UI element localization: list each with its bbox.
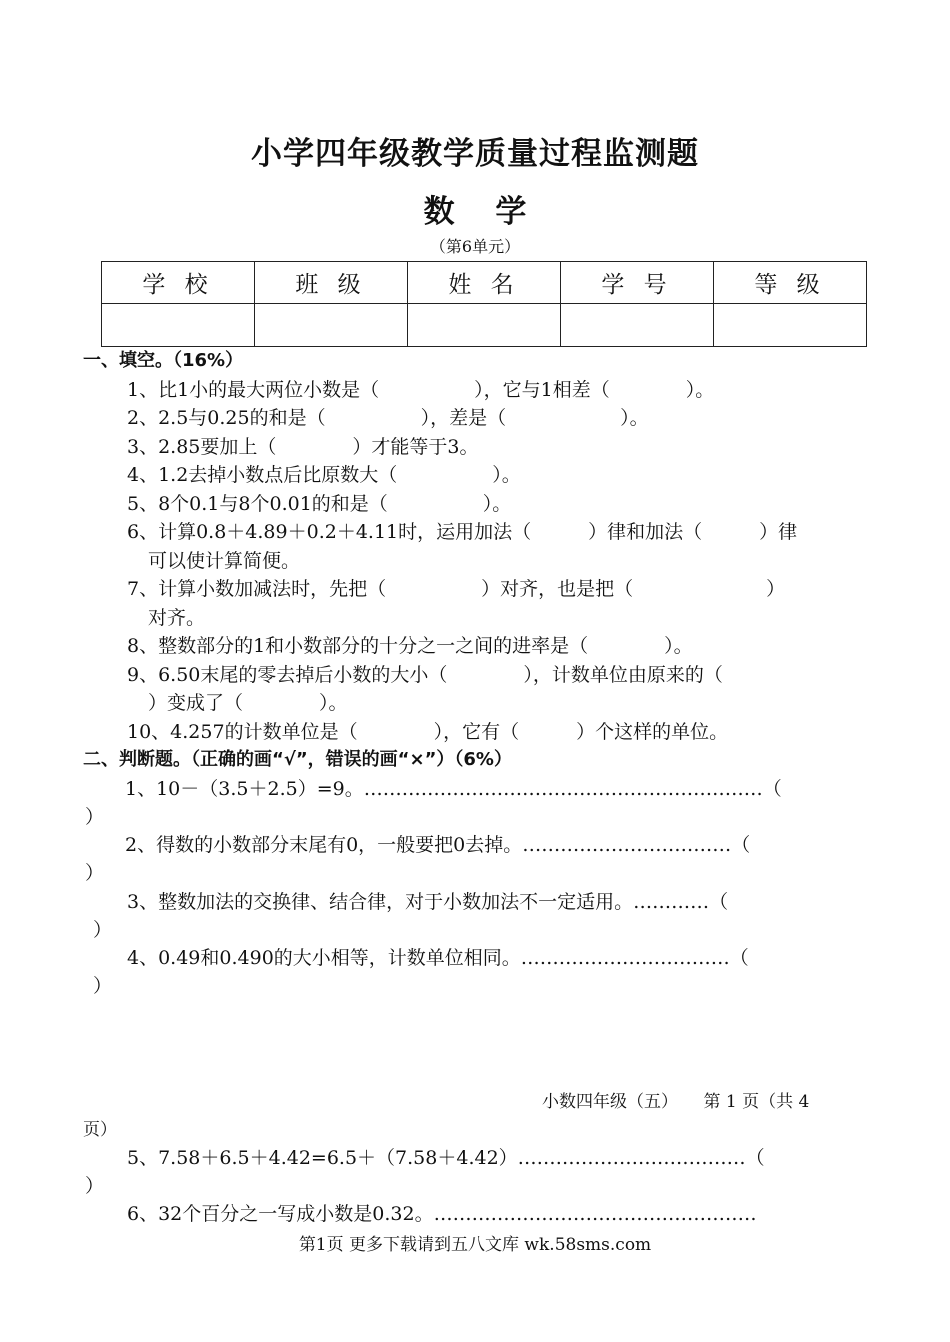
printed-page-footer-wrap: 页） xyxy=(83,1120,117,1140)
fill-question-6-cont: 可以使计算简便。 xyxy=(148,550,301,572)
section-judge-heading: 二、判断题。（正确的画“√”，错误的画“×”）（6%） xyxy=(83,749,512,770)
judge-answer-4[interactable]: ） xyxy=(93,975,113,997)
page-title: 小学四年级教学质量过程监测题 xyxy=(251,136,699,172)
fill-question-9: 9、6.50末尾的零去掉后小数的大小（ ），计数单位由原来的（ xyxy=(127,664,723,686)
printed-page-footer: 小数四年级（五） 第 1 页（共 4 xyxy=(542,1092,810,1112)
info-cell-school[interactable] xyxy=(102,304,255,347)
fill-question-1: 1、比1小的最大两位小数是（ ），它与1相差（ ）。 xyxy=(127,379,715,401)
info-cell-class[interactable] xyxy=(255,304,408,347)
subject-title: 数 学 xyxy=(423,194,527,230)
student-info-table xyxy=(101,261,867,347)
judge-question-3: 3、整数加法的交换律、结合律，对于小数加法不一定适用。…………（ xyxy=(127,891,729,913)
unit-label: （第6单元） xyxy=(429,237,521,256)
judge-question-2: 2、得数的小数部分末尾有0，一般要把0去掉。……………………………（ xyxy=(125,834,751,856)
judge-question-4: 4、0.49和0.490的大小相等，计数单位相同。……………………………（ xyxy=(127,947,749,969)
fill-question-6: 6、计算0.8＋4.89＋0.2＋4.11时，运用加法（ ）律和加法（ ）律 xyxy=(127,521,798,543)
judge-question-1: 1、10－（3.5＋2.5）=9。………………………………………………………（ xyxy=(125,778,782,800)
fill-question-8: 8、整数部分的1和小数部分的十分之一之间的进率是（ ）。 xyxy=(127,635,693,657)
fill-question-2: 2、2.5与0.25的和是（ ），差是（ ）。 xyxy=(127,407,649,429)
info-header-grade: 等 级 xyxy=(714,262,867,304)
download-footer: 第1页 更多下载请到五八文库 wk.58sms.com xyxy=(298,1235,652,1255)
fill-question-3: 3、2.85要加上（ ）才能等于3。 xyxy=(127,436,479,458)
fill-question-4: 4、1.2去掉小数点后比原数大（ ）。 xyxy=(127,464,521,486)
fill-question-5: 5、8个0.1与8个0.01的和是（ ）。 xyxy=(127,493,512,515)
info-header-number: 学 号 xyxy=(561,262,714,304)
info-cell-name[interactable] xyxy=(408,304,561,347)
judge-answer-5[interactable]: ） xyxy=(85,1175,105,1197)
info-cell-grade[interactable] xyxy=(714,304,867,347)
judge-answer-2[interactable]: ） xyxy=(85,862,105,884)
judge-answer-3[interactable]: ） xyxy=(93,919,113,941)
judge-question-6: 6、32个百分之一写成小数是0.32。…………………………………………… xyxy=(127,1203,757,1225)
info-cell-number[interactable] xyxy=(561,304,714,347)
judge-answer-1[interactable]: ） xyxy=(85,806,105,828)
fill-question-9-cont: ）变成了（ ）。 xyxy=(148,692,348,714)
info-header-class: 班 级 xyxy=(255,262,408,304)
fill-question-7: 7、计算小数加减法时，先把（ ）对齐，也是把（ ） xyxy=(127,578,786,600)
info-header-school: 学 校 xyxy=(102,262,255,304)
fill-question-7-cont: 对齐。 xyxy=(148,607,206,629)
fill-question-10: 10、4.257的计数单位是（ ），它有（ ）个这样的单位。 xyxy=(127,721,729,743)
judge-question-5: 5、7.58＋6.5＋4.42=6.5＋（7.58＋4.42）………………………………（ xyxy=(127,1147,765,1169)
info-header-name: 姓 名 xyxy=(408,262,561,304)
section-fill-blank-heading: 一、填空。（16%） xyxy=(83,350,244,371)
